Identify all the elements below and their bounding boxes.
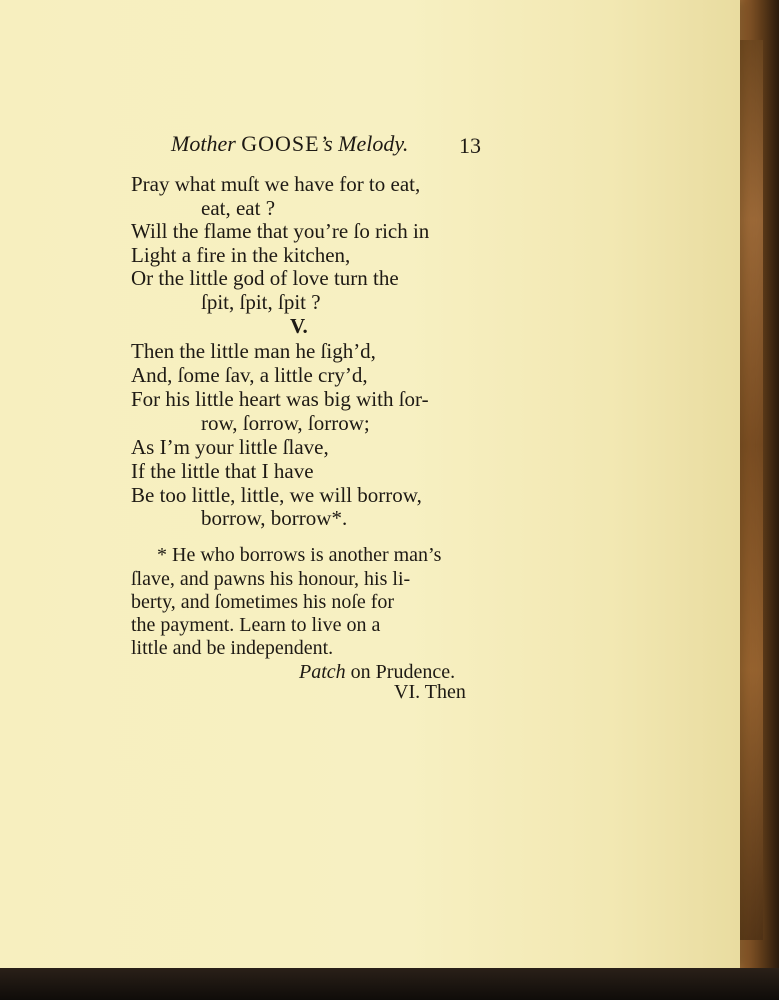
verse-line: And, ſome ſav, a little cry’d,: [131, 363, 368, 387]
signature-author: Patch: [299, 661, 346, 683]
verse-line: As I’m your little ſlave,: [131, 435, 329, 459]
verse-line: Pray what muſt we have for to eat,: [131, 172, 421, 196]
footnote-line: ſlave, and pawns his honour, his li-: [131, 568, 411, 590]
header-title-italic-2: ’s Melody.: [319, 131, 409, 156]
signature-source: on Prudence.: [345, 661, 456, 683]
stanza-number: V.: [290, 314, 308, 338]
verse-line: Then the little man he ſigh’d,: [131, 339, 376, 363]
page-number: 13: [459, 133, 481, 158]
scan-bottom-edge: [0, 968, 779, 1000]
footnote-line: * He who borrows is another man’s: [157, 544, 442, 566]
footnote-line: the payment. Learn to live on a: [131, 614, 381, 636]
footnote-line: berty, and ſometimes his noſe for: [131, 591, 395, 613]
verse-line: Will the flame that you’re ſo rich in: [131, 219, 430, 243]
verse-line: Or the little god of love turn the: [131, 266, 399, 290]
footnote-line: little and be independent.: [131, 637, 334, 659]
verse-line: Be too little, little, we will borrow,: [131, 483, 422, 507]
verse-line: If the little that I have: [131, 459, 314, 483]
catchword: VI. Then: [394, 681, 466, 703]
running-header: [171, 133, 408, 155]
verse-line: borrow, borrow*.: [201, 506, 348, 530]
footnote-signature: [299, 662, 455, 682]
verse-line: ſpit, ſpit, ſpit ?: [201, 290, 321, 314]
verse-line: For his little heart was big with ſor-: [131, 387, 429, 411]
verse-line: row, ſorrow, ſorrow;: [201, 411, 370, 435]
header-title-italic-1: Mother: [171, 131, 236, 156]
verse-line: Light a fire in the kitchen,: [131, 243, 351, 267]
header-title-caps: GOOSE: [241, 131, 320, 156]
verse-line: eat, eat ?: [201, 196, 276, 220]
